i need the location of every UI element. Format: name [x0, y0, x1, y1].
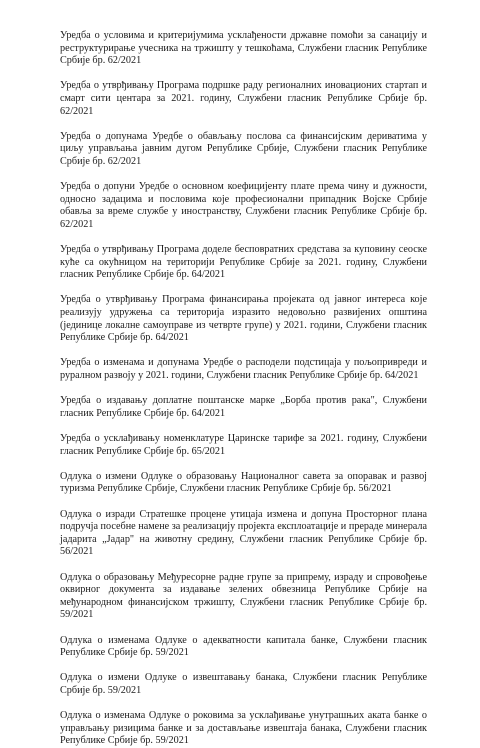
- decision-entry: Одлука о изради Стратешке процене утицаја измена и допуна Просторног плана подручја посебне намене за реализацију пројекта експлоатације и прераде минерала јадарита „Јадар" на животну средину, Службени гласник Републике Србије бр. 56/2021: [60, 508, 427, 558]
- regulation-entry: Уредба о утврђивању Програма подршке раду регионалних иновационих стартап и смарт сити центара за 2021. годину, Службени гласник Републике Србије бр. 62/2021: [60, 80, 427, 117]
- decision-entry: Одлука о образовању Међуресорне радне групе за припрему, израду и спровођење оквирног документа за издавање зелених обвезница Републике Србије на међународном финансијском тржишту, Службени гласник Републике Србије бр. 59/2021: [60, 571, 427, 621]
- regulation-entry: Уредба о издавању доплатне поштанске марке „Борба против рака", Службени гласник Републике Србије бр. 64/2021: [60, 395, 427, 419]
- decision-entry: Одлука о измени Одлуке о извештавању банака, Службени гласник Републике Србије бр. 59/2021: [60, 672, 427, 696]
- regulation-entry: Уредба о изменама и допунама Уредбе о расподели подстицаја у пољопривреди и руралном развоју у 2021. години, Службени гласник Републике Србије бр. 64/2021: [60, 357, 427, 382]
- regulation-entry: Уредба о усклађивању номенклатуре Царинске тарифе за 2021. годину, Службени гласник Републике Србије бр. 65/2021: [60, 433, 427, 457]
- decision-entry: Одлука о изменама Одлуке о адекватности капитала банке, Службени гласник Републике Србије бр. 59/2021: [60, 634, 427, 659]
- regulation-entry: Уредба о допуни Уредбе о основном коефицијенту плате према чину и дужности, односно задацима и пословима које професионални припадник Војске Србије обавља за време службе у иностранству, Службени гласник Републике Србије бр. 62/2021: [60, 181, 427, 230]
- regulation-entry: Уредба о утврђивању Програма финансирања пројеката од јавног интереса које реализују удружења са територија изразито недовољно развијених општина (јединице локалне самоуправе из четврте групе) у 2021. години, Службени гласник Републике Србије бр. 64/2021: [60, 294, 427, 344]
- regulation-entry: Уредба о условима и критеријумима усклађености државне помоћи за санацију и реструктурирање учесника на тржишту у тешкоћама, Службени гласник Републике Србије бр. 62/2021: [60, 30, 427, 67]
- decision-entry: Одлука о изменама Одлуке о роковима за усклађивање унутрашњих аката банке о управљању ризицима банке и за достављање извештаја банака, Службени гласник Републике Србије бр. 59/2021: [60, 710, 427, 747]
- regulation-entry: Уредба о допунама Уредбе о обављању послова са финансијским дериватима у циљу управљања јавним дугом Републике Србије, Службени гласник Републике Србије бр. 62/2021: [60, 130, 427, 167]
- regulation-entry: Уредба о утврђивању Програма доделе бесповратних средстава за куповину сеоске куће са окућницом на територији Републике Србије за 2021. годину, Службени гласник Републике Србије бр. 64/2021: [60, 244, 427, 281]
- decision-entry: Одлука о измени Одлуке о образовању Националног савета за опоравак и развој туризма Републике Србије, Службени гласник Републике Србије бр. 56/2021: [60, 470, 427, 495]
